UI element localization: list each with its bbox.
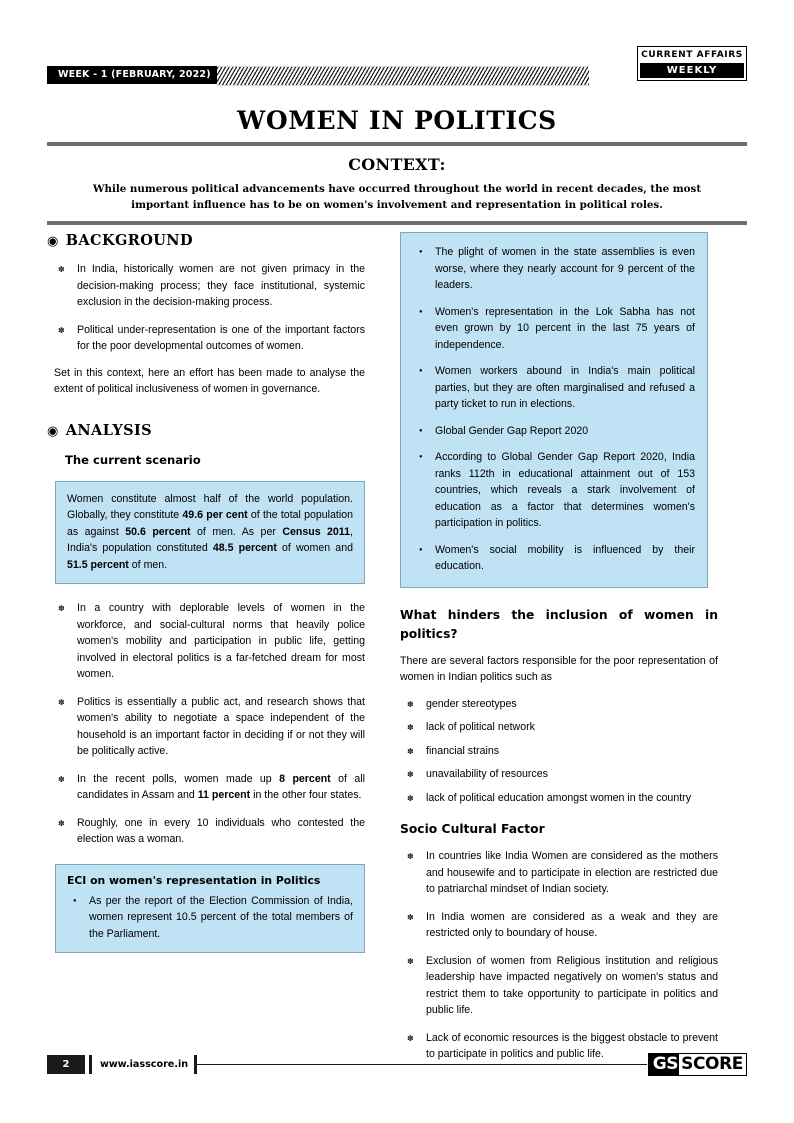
badge-subtitle: WEEKLY — [640, 63, 744, 78]
list-item: ✽ financial strains — [400, 743, 718, 760]
logo-score: SCORE — [681, 1054, 743, 1074]
week-banner: WEEK - 1 (FEBRUARY, 2022) — [47, 66, 220, 84]
list-item: ✽ In the recent polls, women made up 8 percent of all candidates in Assam and 11 percent in the other four states. — [47, 771, 365, 804]
hinders-intro-paragraph: There are several factors responsible for the poor representation of women in Indian politics such as — [400, 654, 718, 683]
list-item: ✽ Exclusion of women from Religious institution and religious leadership have impacted negatively on women's status and restrict them to take opportunity to participate in politics and public life. — [400, 953, 718, 1019]
section-heading-background — [47, 232, 365, 249]
list-item: ✽ Lack of economic resources is the biggest obstacle to prevent to participate in politics and public life. — [400, 1030, 718, 1063]
list-item: ● According to Global Gender Gap Report 2020, India ranks 112th in educational attainment out of 153 countries, which reveals a stark involvement of education as a factor that determines women's participation in politics. — [413, 449, 695, 532]
list-item: ● Women workers abound in India's main political parties, but they are often marginalised and refused a party ticket to run in elections. — [413, 363, 695, 413]
list-item: ✽ Political under-representation is one of the important factors for the poor developmental outcomes of women. — [47, 322, 365, 355]
list-item: ✽ gender stereotypes — [400, 696, 718, 713]
context-divider — [47, 221, 747, 225]
list-item: ✽ lack of political education amongst women in the country — [400, 790, 718, 807]
subheading-current-scenario: The current scenario — [65, 452, 201, 467]
logo-gs: GS — [649, 1053, 679, 1075]
eci-box-title: ECI on women's representation in Politics — [67, 873, 321, 887]
list-item: ● The plight of women in the state assemblies is even worse, where they nearly account for 9 percent of the leaders. — [413, 244, 695, 294]
page-title: WOMEN IN POLITICS — [237, 106, 557, 135]
list-item: ● As per the report of the Election Commission of India, women represent 10.5 percent of the total members of the Parliament. — [67, 893, 353, 943]
analysis-bullet-list — [47, 600, 365, 848]
footer-tick-left — [89, 1055, 92, 1074]
background-bullet-list — [47, 261, 365, 355]
list-item: ✽ In a country with deplorable levels of women in the workforce, and social-cultural norms that heavily police women's mobility and participation in public life, getting involved in electoral politics is a far-fetched dream for most women. — [47, 600, 365, 683]
socio-cultural-bullet-list — [400, 848, 718, 1063]
heading-what-hinders: What hinders the inclusion of women in politics? — [400, 607, 718, 641]
gs-score-logo — [648, 1053, 747, 1076]
hindering-factors-list — [400, 696, 718, 807]
list-item: ✽ In countries like India Women are considered as the mothers and housewife and to participate in election are restricted due to patriarchal mindset of Indian society. — [400, 848, 718, 898]
representation-stats-box — [400, 232, 708, 588]
title-divider — [47, 142, 747, 146]
list-item: ✽ In India, historically women are not given primacy in the decision-making process; they face institutional, systemic exclusion in the decision-making process. — [47, 261, 365, 311]
representation-bullet-list — [413, 244, 695, 575]
eci-representation-box — [55, 864, 365, 954]
badge-title: CURRENT AFFAIRS — [641, 50, 743, 60]
section-heading-label: BACKGROUND — [65, 232, 193, 249]
decorative-stripe-bar — [217, 66, 589, 86]
population-stats-box — [55, 481, 365, 585]
subheading-socio-cultural-factor: Socio Cultural Factor — [400, 822, 545, 836]
current-affairs-badge — [637, 46, 747, 81]
circle-dot-icon: ◉ — [47, 234, 59, 249]
list-item: ● Women's social mobility is influenced by their education. — [413, 542, 695, 575]
left-column — [47, 232, 365, 967]
list-item: ✽ lack of political network — [400, 719, 718, 736]
list-item: ✽ In India women are considered as a weak and they are restricted only to boundary of house. — [400, 909, 718, 942]
list-item: ✽ Politics is essentially a public act, and research shows that women's ability to negotiate a space independent of the household is an important factor in deciding if or not they will be politically active. — [47, 694, 365, 760]
website-url: www.iasscore.in — [100, 1059, 189, 1070]
right-column — [400, 232, 718, 1063]
section-heading-label: ANALYSIS — [65, 421, 153, 439]
section-heading-analysis — [47, 422, 365, 439]
eci-bullet-list — [67, 893, 353, 943]
circle-dot-icon: ◉ — [47, 423, 59, 439]
context-body: While numerous political advancements have occurred throughout the world in recent decades, the most important influence has to be on women's involvement and representation in political roles. — [92, 183, 702, 211]
page-header — [47, 46, 747, 88]
background-closing-paragraph: Set in this context, here an effort has been made to analyse the extent of political inclusiveness of women in governance. — [54, 366, 365, 395]
list-item: ● Global Gender Gap Report 2020 — [413, 423, 695, 440]
population-stats-text: Women constitute almost half of the world population. Globally, they constitute 49.6 per cent of the total population as against 50.6 percent of men. As per Census 2011, India's population constituted 48.5 percent of women and 51.5 percent of men. — [67, 492, 353, 571]
page-number: 2 — [47, 1055, 85, 1074]
footer-rule — [197, 1064, 647, 1065]
list-item: ✽ Roughly, one in every 10 individuals who contested the election was a woman. — [47, 815, 365, 848]
list-item: ● Women's representation in the Lok Sabha has not even grown by 10 percent in the last 75 years of independence. — [413, 304, 695, 354]
list-item: ✽ unavailability of resources — [400, 766, 718, 783]
page-footer — [47, 1053, 747, 1079]
context-heading: CONTEXT: — [348, 155, 446, 174]
